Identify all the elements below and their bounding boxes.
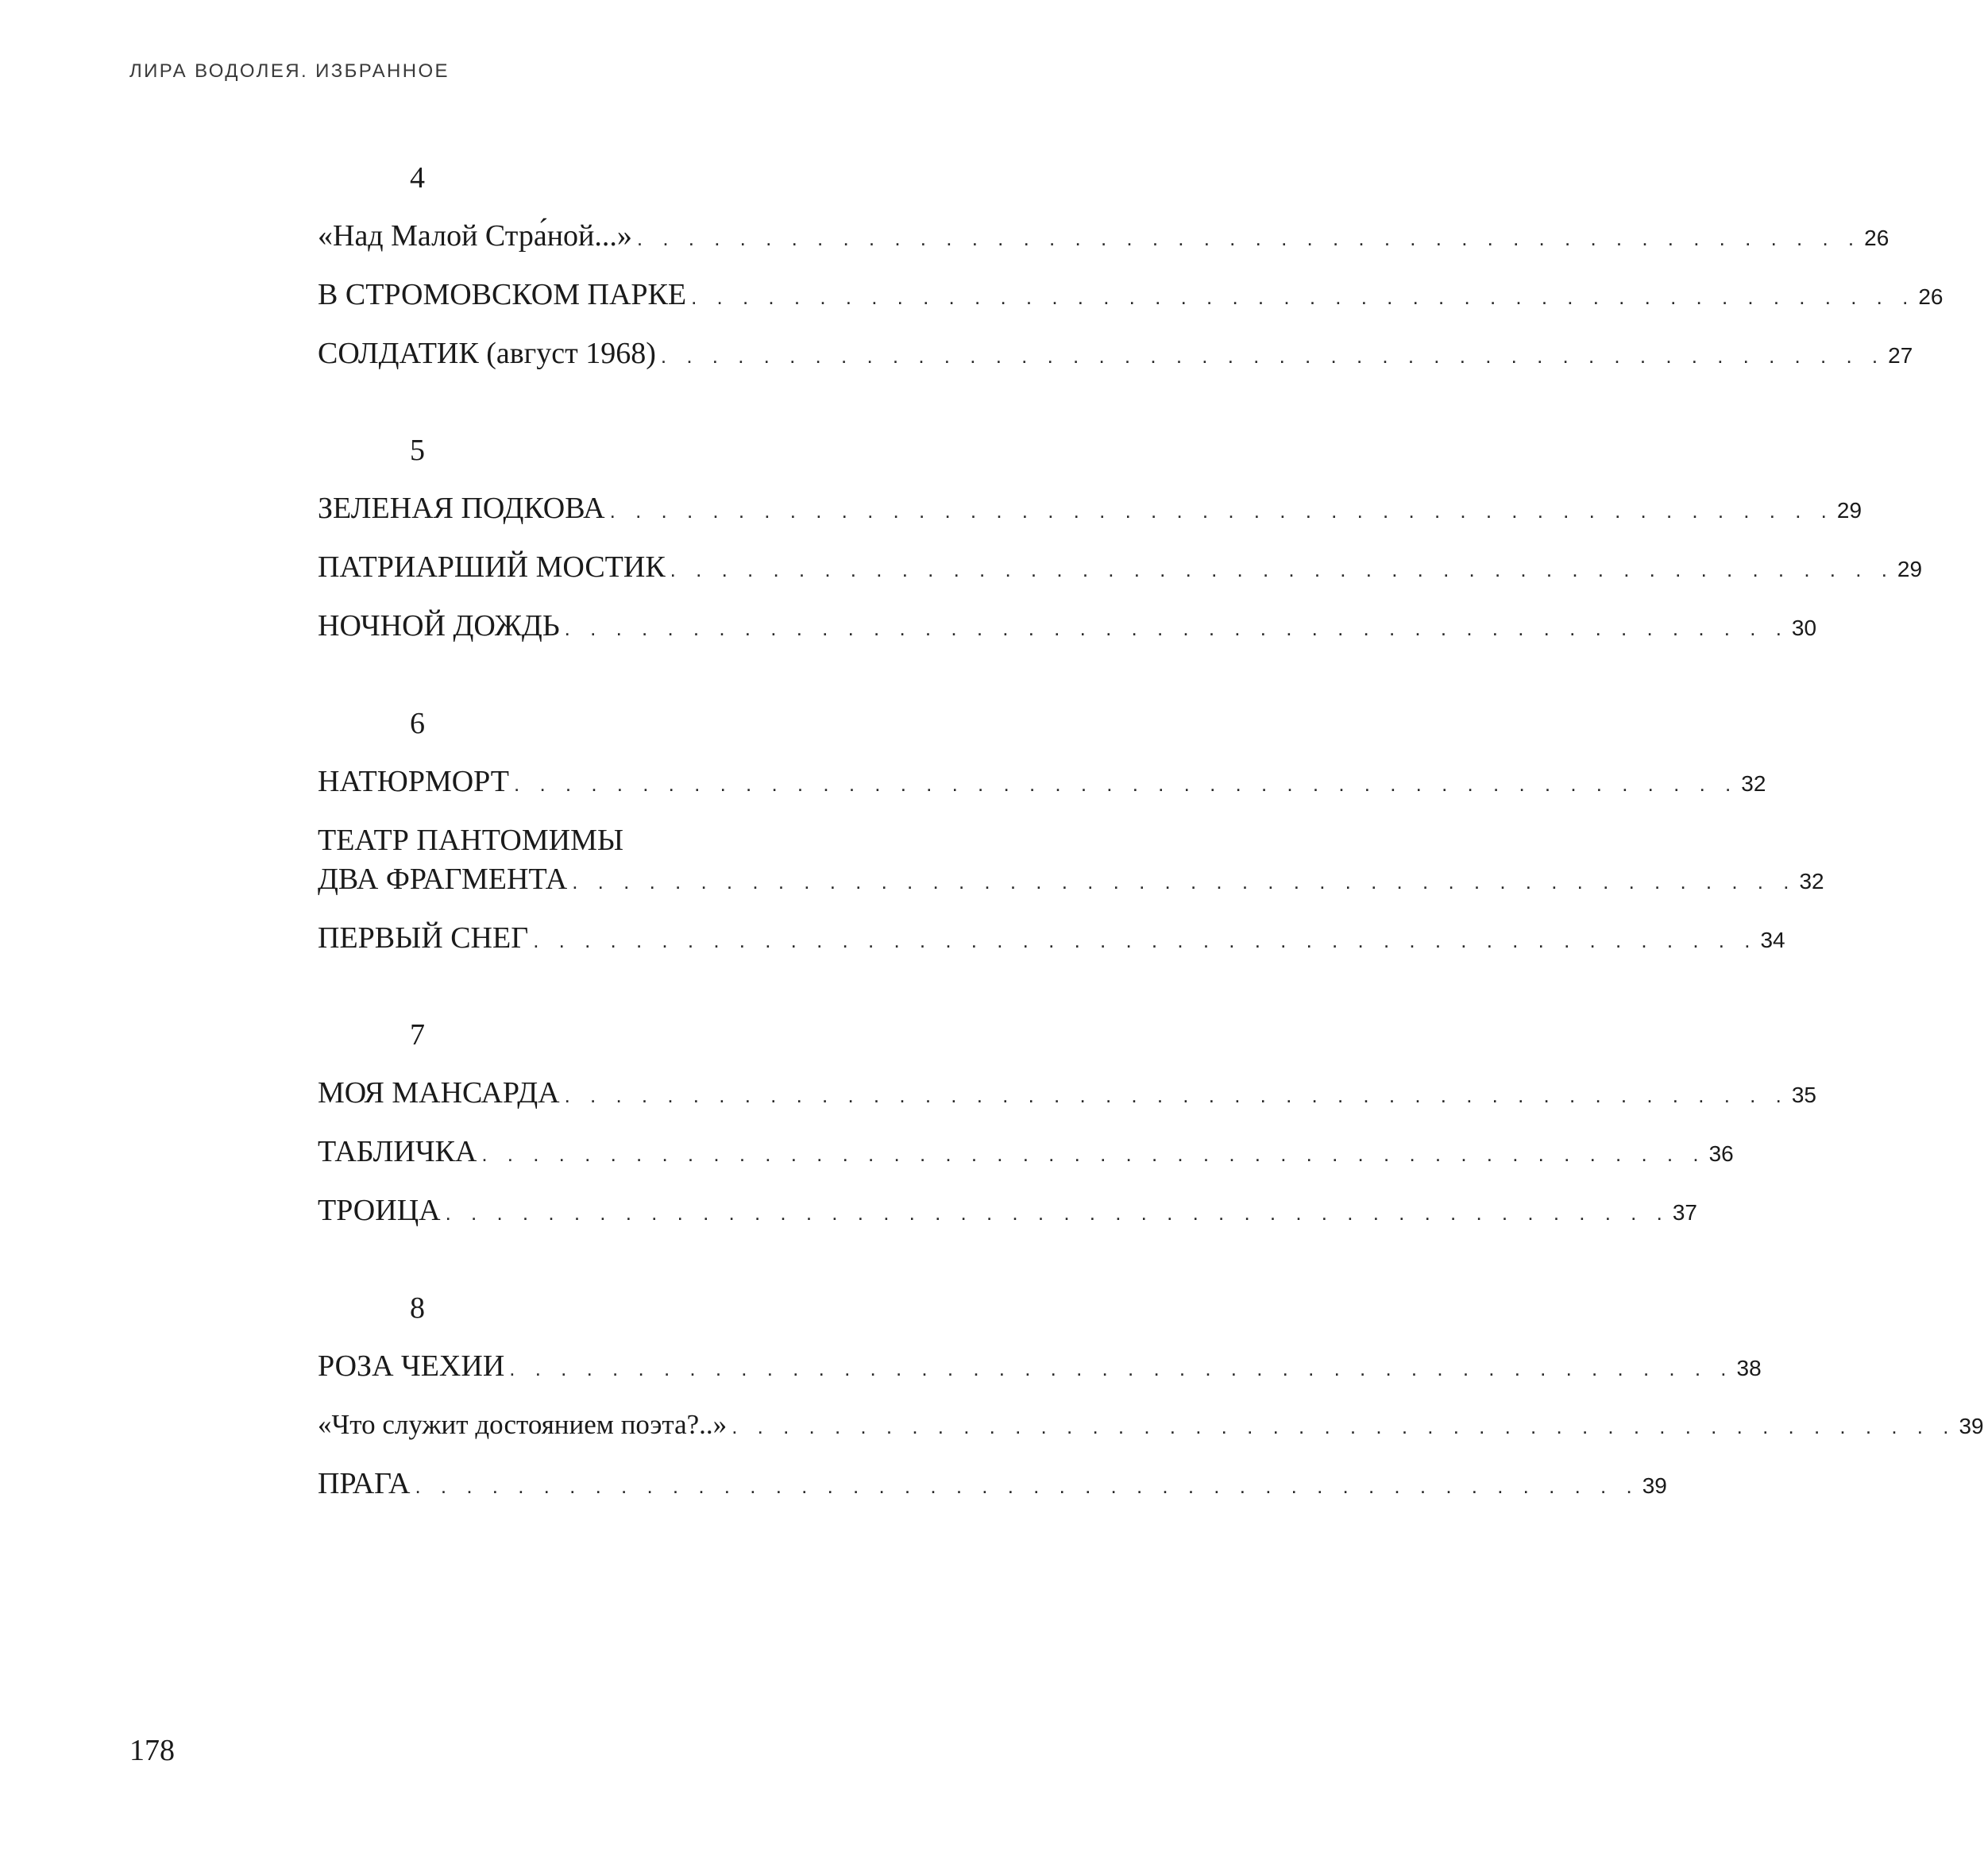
entry-page: 29 [1836,498,1862,523]
dot-leader: . . . . . . . . . . . . . . . . . . . . . . . . . . . . . . . . . . . . . . . . . . . . . . . . [533,928,1758,952]
entry-page: 29 [1897,557,1923,581]
toc-entry[interactable] [318,1346,1762,1386]
entry-title: «Над Малой Стра́ной...» [318,219,632,253]
entry-title: ТРОИЦА [318,1194,441,1227]
toc-entry[interactable] [318,1464,1667,1504]
dot-leader: . . . . . . . . . . . . . . . . . . . . . . . . . . . . . . . . . . . . . . . . . . . . . . . . [564,1083,1789,1107]
entry-page: 34 [1760,928,1785,952]
toc-entry[interactable] [318,1191,1697,1230]
entry-title: ТАБЛИЧКА [318,1135,477,1168]
entry-page: 36 [1708,1141,1734,1166]
entry-page: 30 [1791,616,1817,640]
entry-title: СОЛДАТИК (август 1968) [318,337,656,370]
entry-title: «Что служит достоянием поэта?..» [318,1409,728,1440]
dot-leader: . . . . . . . . . . . . . . . . . . . . . . . . . . . . . . . . . . . . . . . . . . . . . . . . [609,499,1834,523]
entry-page: 26 [1864,226,1889,250]
entry-page: 37 [1672,1200,1697,1225]
dot-leader: . . . . . . . . . . . . . . . . . . . . . . . . . . . . . . . . . . . . . . . . . . . . . . . . [670,558,1894,581]
entry-page: 32 [1799,869,1824,894]
entry-page: 27 [1888,343,1913,368]
section-number: 7 [410,1018,425,1052]
toc-entry[interactable] [318,1405,1984,1445]
entry-title: ПЕРВЫЙ СНЕГ [318,921,529,955]
toc-entry[interactable] [318,216,1889,256]
toc-entry[interactable] [318,859,1824,899]
dot-leader: . . . . . . . . . . . . . . . . . . . . . . . . . . . . . . . . . . . . . . . . . . . . . . . . [509,1357,1734,1380]
entry-title-line1: ТЕАТР ПАНТОМИМЫ [318,824,624,857]
toc-entry[interactable] [318,1073,1816,1113]
dot-leader: . . . . . . . . . . . . . . . . . . . . . . . . . . . . . . . . . . . . . . . . . . . . . . . . [660,344,1886,368]
entry-page: 35 [1791,1083,1816,1107]
dot-leader: . . . . . . . . . . . . . . . . . . . . . . . . . . . . . . . . . . . . . . . . . . . . . . . . [731,1415,1956,1438]
entry-title: ПРАГА [318,1467,411,1500]
running-header: ЛИРА ВОДОЛЕЯ. ИЗБРАННОЕ [129,60,450,82]
entry-title: НАТЮРМОРТ [318,765,509,798]
entry-title: ПАТРИАРШИЙ МОСТИК [318,550,666,584]
dot-leader: . . . . . . . . . . . . . . . . . . . . . . . . . . . . . . . . . . . . . . . . . . . . . . . . [636,226,1862,250]
entry-page: 38 [1736,1356,1762,1380]
section-number: 4 [410,161,425,195]
section-number: 8 [410,1291,425,1325]
dot-leader: . . . . . . . . . . . . . . . . . . . . . . . . . . . . . . . . . . . . . . . . . . . . . . . . [415,1474,1639,1498]
toc-entry[interactable] [318,275,1943,315]
entry-title: МОЯ МАНСАРДА [318,1076,560,1110]
entry-title: ДВА ФРАГМЕНТА [318,863,568,896]
entry-page: 39 [1959,1414,1984,1438]
entry-title: В СТРОМОВСКОМ ПАРКЕ [318,278,687,311]
toc-entry[interactable] [318,334,1913,373]
entry-page: 39 [1642,1473,1667,1498]
dot-leader: . . . . . . . . . . . . . . . . . . . . . . . . . . . . . . . . . . . . . . . . . . . . . . . . [691,285,1916,309]
dot-leader: . . . . . . . . . . . . . . . . . . . . . . . . . . . . . . . . . . . . . . . . . . . . . . . . [514,772,1739,796]
dot-leader: . . . . . . . . . . . . . . . . . . . . . . . . . . . . . . . . . . . . . . . . . . . . . . . . [572,870,1797,894]
toc-entry[interactable] [318,488,1862,528]
dot-leader: . . . . . . . . . . . . . . . . . . . . . . . . . . . . . . . . . . . . . . . . . . . . . . . . [481,1142,1706,1166]
toc-entry[interactable] [318,1132,1734,1172]
page-number: 178 [129,1734,175,1767]
toc-entry[interactable] [318,918,1785,958]
entry-title: РОЗА ЧЕХИИ [318,1349,505,1383]
toc-entry[interactable] [318,547,1923,587]
section-number: 5 [410,434,425,467]
dot-leader: . . . . . . . . . . . . . . . . . . . . . . . . . . . . . . . . . . . . . . . . . . . . . . . . [564,616,1789,640]
section-number: 6 [410,707,425,740]
entry-title: НОЧНОЙ ДОЖДЬ [318,609,560,643]
toc-entry[interactable] [318,606,1817,646]
toc-entry[interactable] [318,762,1766,801]
dot-leader: . . . . . . . . . . . . . . . . . . . . . . . . . . . . . . . . . . . . . . . . . . . . . . . . [445,1201,1669,1225]
entry-page: 32 [1741,771,1766,796]
entry-title: ЗЕЛЕНАЯ ПОДКОВА [318,492,605,525]
entry-page: 26 [1918,284,1943,309]
